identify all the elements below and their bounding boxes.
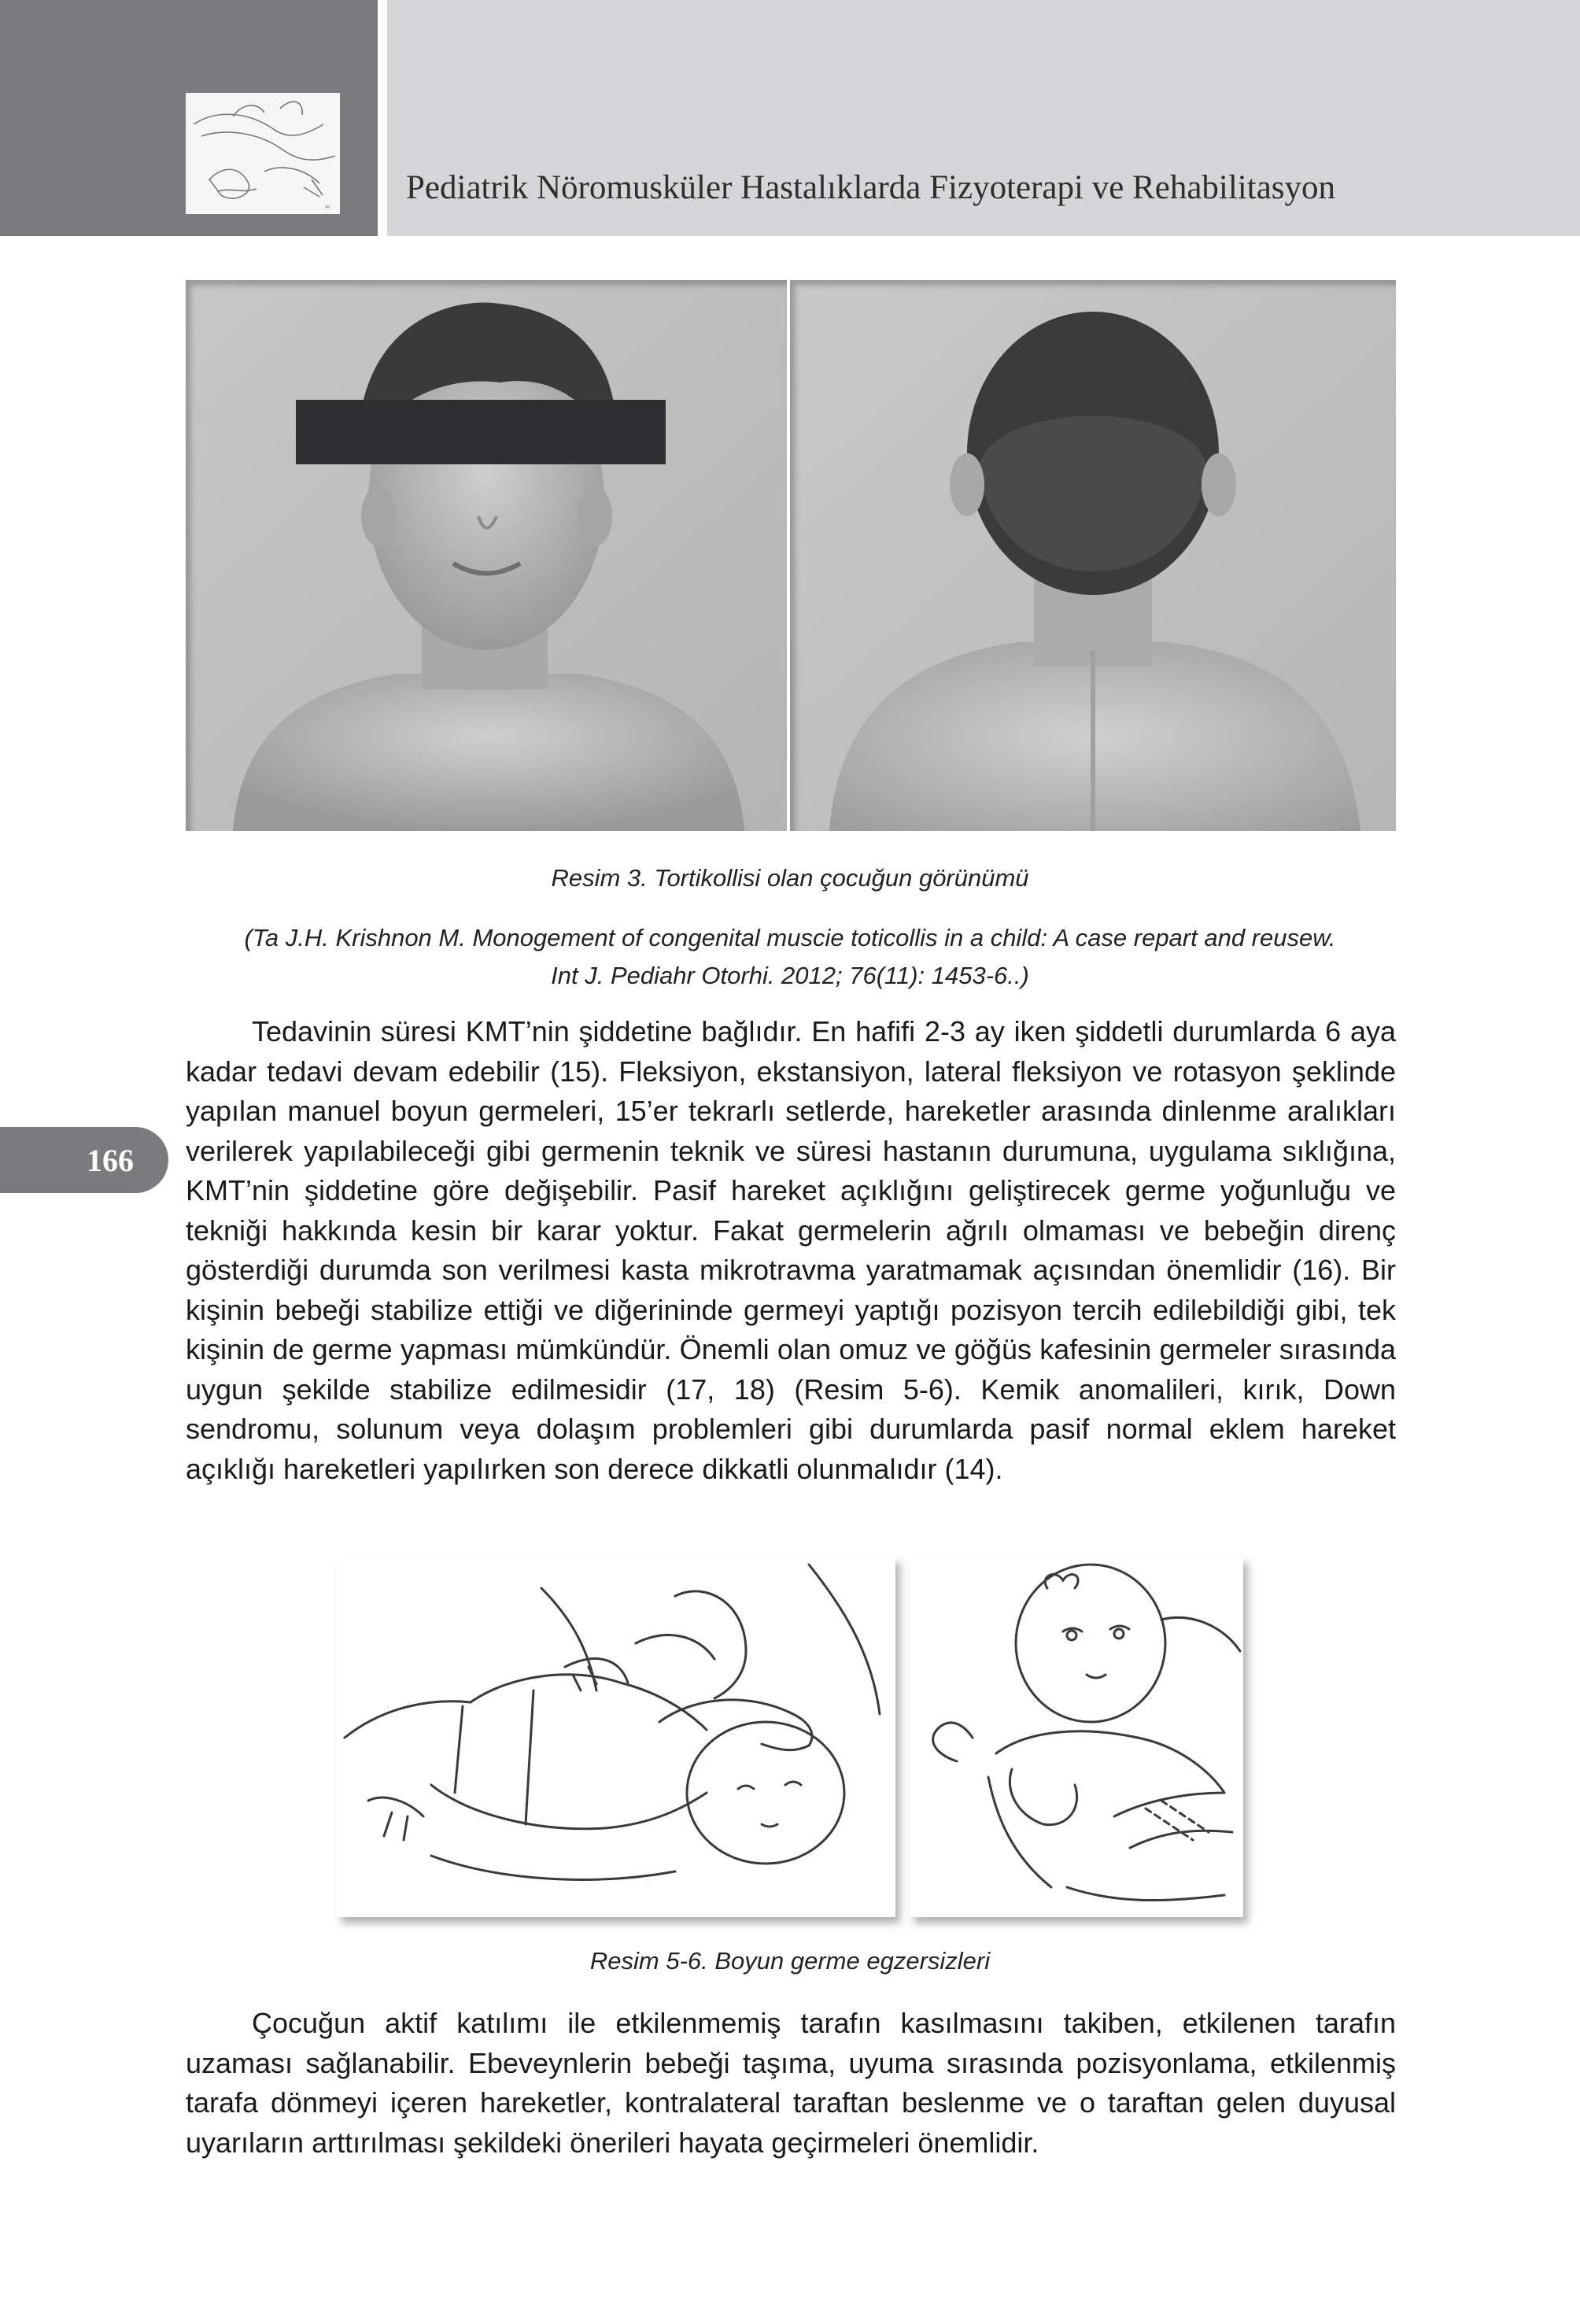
photo-child-front: [186, 280, 787, 831]
body-paragraph-1: Tedavinin süresi KMT’nin şiddetine bağlıdır. En hafifi 2-3 ay iken şiddetli durumlarda 6 aya kadar tedavi devam edebilir (15). Fleksiyon, ekstansiyon, lateral fleksiyon ve rotasyon şeklinde yapılan manuel boyun germeleri, 15’er tekrarlı setlerde, hareketler arasında dinlenme aralıkları verilerek yapılabileceği gibi germenin teknik ve süresi hastanın durumuna, uygulama sıklığına, KMT’nin şiddetine göre değişebilir. Pasif hareket açıklığını geliştirecek germe yoğunluğu ve tekniği hakkında kesin bir karar yoktur. Fakat germelerin ağrılı olmaması ve bebeğin direnç gösterdiği durumda son verilmesi kasta mikrotravma yaratmamak açısından önemlidir (16). Bir kişinin bebeği stabilize ettiği ve diğerininde germeyi yaptığı pozisyon tercih edilebildiği gibi, tek kişinin de germe yapması mümkündür. Önemli olan omuz ve göğüs kafesinin germeler sırasında uygun şekilde stabilize edilmesidir (17, 18) (Resim 5-6). Kemik anomalileri, kırık, Down sendromu, solunum veya dolaşım problemleri gibi durumlarda pasif normal eklem hareket açıklığı hareketleri yapılırken son derece dikkatli olunmalıdır (14).: [186, 1015, 1396, 1485]
sketch-illustration-icon: [186, 93, 340, 214]
figure1-citation-line2: Int J. Pediahr Otorhi. 2012; 76(11): 1453-6..): [551, 962, 1029, 989]
figure1-citation-line1: (Ta J.H. Krishnon M. Monogement of congenital muscie toticollis in a child: A case repart and reusew.: [244, 924, 1336, 951]
body-paragraph-2: Çocuğun aktif katılımı ile etkilenmemiş tarafın kasılmasını takiben, etkilenen tarafın uzaması sağlanabilir. Ebeveynlerin bebeği taşıma, uyuma sırasında pozisyonlama, etkilenmiş tarafa dönmeyi içeren hareketler, kontralateral taraftan beslenme ve o taraftan gelen duyusal uyarıların arttırılması şekildeki önerileri hayata geçirmeleri önemlidir.: [186, 2007, 1396, 2159]
drawing-neck-stretch-2: [910, 1557, 1243, 1917]
drawing-neck-stretch-1: [337, 1557, 895, 1917]
svg-text:≈: ≈: [324, 203, 331, 212]
page-number-tab: [0, 1127, 168, 1193]
figure2-caption: Resim 5-6. Boyun germe egzersizleri: [589, 1947, 991, 1975]
page-number: 166: [87, 1143, 134, 1178]
photo-child-back: [790, 280, 1396, 831]
book-title: Pediatrik Nöromusküler Hastalıklarda Fizyoterapi ve Rehabilitasyon: [406, 169, 1336, 206]
figure1-caption: Resim 3. Tortikollisi olan çocuğun görünümü: [551, 864, 1029, 892]
eye-censor-bar: [296, 400, 666, 464]
